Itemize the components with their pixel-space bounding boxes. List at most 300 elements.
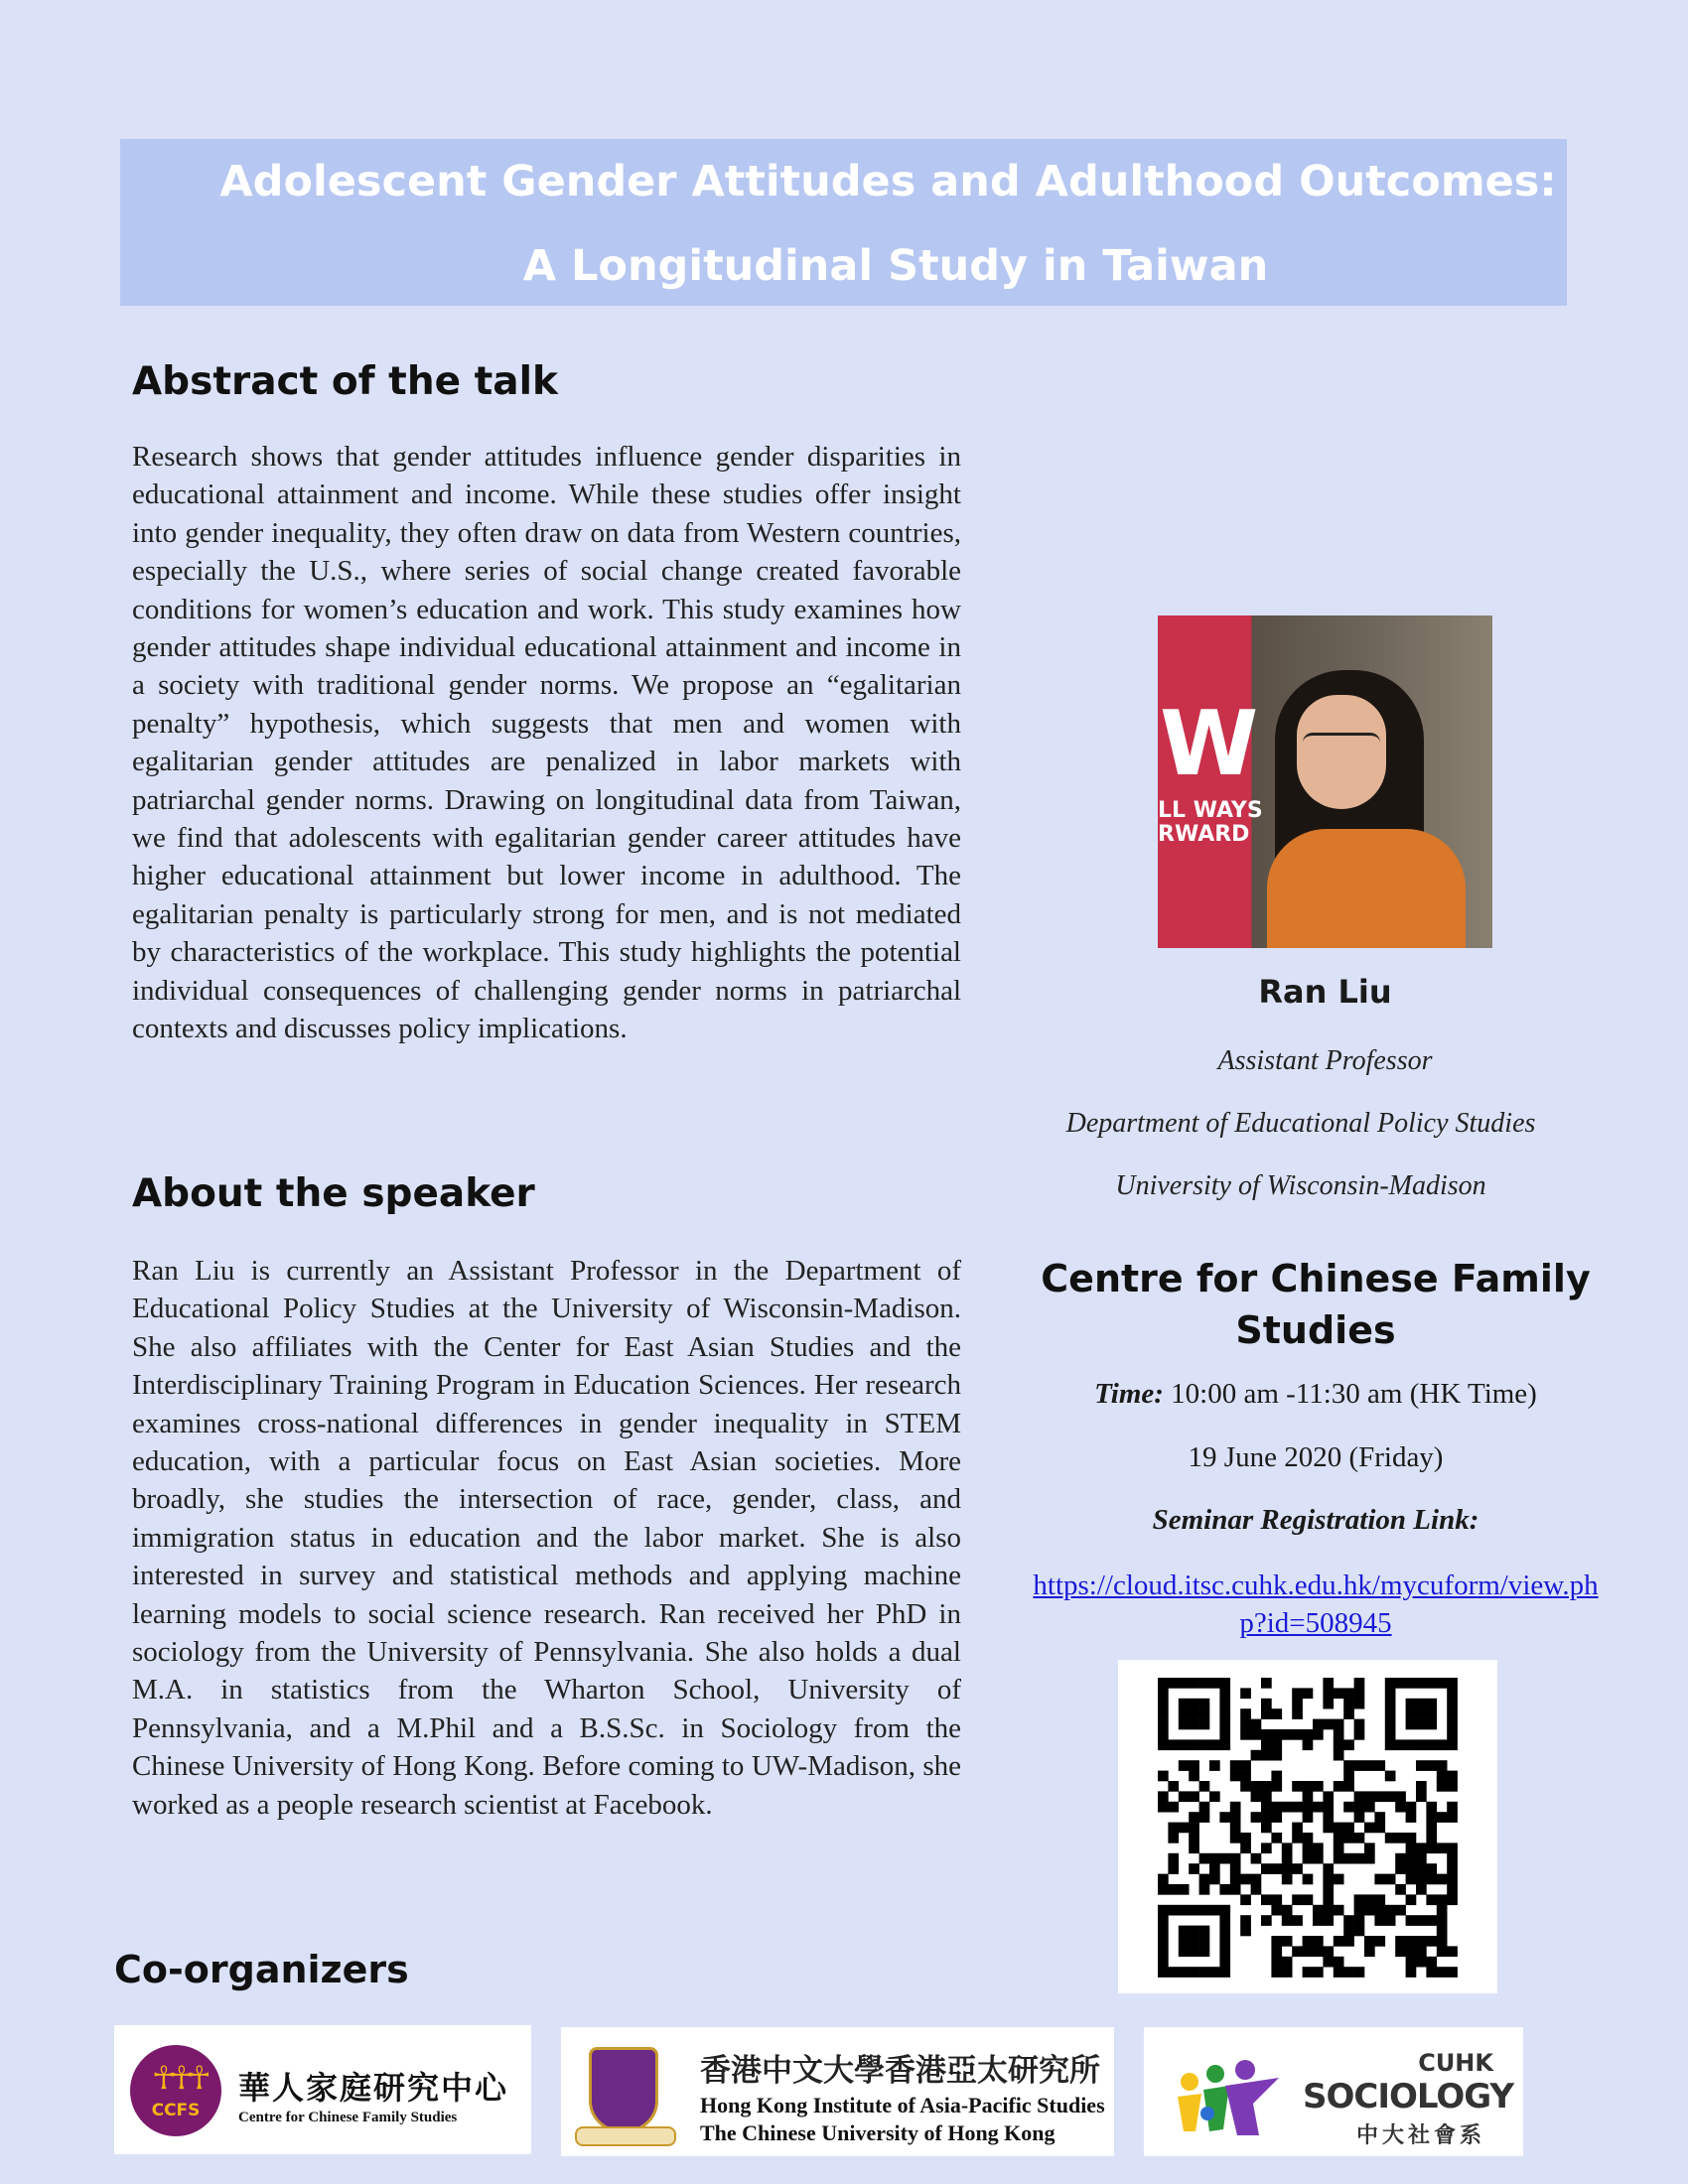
qr-module bbox=[1303, 1791, 1314, 1802]
qr-module bbox=[1179, 1791, 1190, 1802]
qr-module bbox=[1271, 1750, 1282, 1761]
qr-module bbox=[1447, 1708, 1458, 1719]
qr-module bbox=[1354, 1719, 1365, 1730]
qr-module bbox=[1313, 1915, 1324, 1926]
qr-module bbox=[1437, 1771, 1448, 1782]
qr-module bbox=[1209, 1863, 1220, 1874]
qr-module bbox=[1303, 1853, 1314, 1864]
about-speaker-text: Ran Liu is currently an Assistant Professor in the Department of Educational Policy Studies at the University of Wisconsin-Madison. She also affiliates with the Center for East Asian Studies and the Interdisciplinary Training Program in Education Sciences. Her research examines cross-national differences in gender inequality in STEM education, with a particular focus on East Asian societies. More broadly, she studies the intersection of race, gender, class, and immigration status in education and the labor market. She is also interested in survey and statistical methods and applying machine learning models to social science research. Ran received her PhD in sociology from the University of Pennsylvania. She also holds a dual M.A. in statistics from the Wharton School, University of Pennsylvania, and a M.Phil and a B.S.Sc. in Sociology from the Chinese University of Hong Kong. Before coming to UW-Madison, she worked as a people research scientist at Facebook. bbox=[132, 1255, 961, 1821]
qr-module bbox=[1282, 1957, 1293, 1968]
qr-module bbox=[1385, 1699, 1396, 1709]
qr-module bbox=[1437, 1678, 1448, 1689]
qr-module bbox=[1395, 1936, 1406, 1947]
qr-module bbox=[1282, 1853, 1293, 1864]
qr-module bbox=[1374, 1874, 1385, 1885]
qr-module bbox=[1416, 1678, 1427, 1689]
qr-module bbox=[1292, 1863, 1303, 1874]
qr-module bbox=[1189, 1791, 1199, 1802]
qr-module bbox=[1240, 1874, 1251, 1885]
qr-module bbox=[1292, 1781, 1303, 1792]
qr-module bbox=[1230, 1884, 1241, 1895]
qr-module bbox=[1219, 1729, 1230, 1740]
qr-module bbox=[1199, 1812, 1210, 1823]
qr-module bbox=[1158, 1719, 1169, 1730]
qr-module bbox=[1230, 1874, 1241, 1885]
qr-module bbox=[1447, 1863, 1458, 1874]
qr-module bbox=[1292, 1729, 1303, 1740]
qr-module bbox=[1261, 1729, 1272, 1740]
qr-module bbox=[1334, 1967, 1344, 1978]
qr-module bbox=[1240, 1760, 1251, 1771]
qr-module bbox=[1240, 1843, 1251, 1853]
qr-module bbox=[1323, 1894, 1334, 1905]
qr-module bbox=[1426, 1823, 1437, 1834]
qr-module bbox=[1251, 1791, 1262, 1802]
qr-module bbox=[1426, 1678, 1437, 1689]
qr-module bbox=[1447, 1853, 1458, 1864]
qr-module bbox=[1447, 1771, 1458, 1782]
qr-module bbox=[1354, 1760, 1365, 1771]
qr-module bbox=[1179, 1699, 1190, 1709]
qr-module bbox=[1334, 1688, 1344, 1699]
qr-module bbox=[1168, 1967, 1179, 1978]
qr-module bbox=[1323, 1957, 1334, 1968]
qr-module bbox=[1447, 1688, 1458, 1699]
qr-module bbox=[1334, 1823, 1344, 1834]
qr-module bbox=[1251, 1884, 1262, 1895]
qr-module bbox=[1426, 1760, 1437, 1771]
qr-module bbox=[1303, 1688, 1314, 1699]
qr-module bbox=[1437, 1905, 1448, 1916]
qr-module bbox=[1385, 1905, 1396, 1916]
qr-module bbox=[1209, 1760, 1220, 1771]
qr-module bbox=[1354, 1791, 1365, 1802]
qr-module bbox=[1395, 1739, 1406, 1750]
qr-module bbox=[1323, 1863, 1334, 1874]
qr-module bbox=[1189, 1739, 1199, 1750]
qr-module bbox=[1158, 1771, 1169, 1782]
qr-module bbox=[1303, 1936, 1314, 1947]
qr-module bbox=[1343, 1781, 1354, 1792]
qr-module bbox=[1406, 1708, 1417, 1719]
qr-module bbox=[1271, 1708, 1282, 1719]
qr-module bbox=[1323, 1874, 1334, 1885]
qr-module bbox=[1334, 1750, 1344, 1761]
qr-module bbox=[1230, 1771, 1241, 1782]
qr-module bbox=[1199, 1853, 1210, 1864]
qr-module bbox=[1447, 1967, 1458, 1978]
hkiaps-chinese-name: 香港中文大學香港亞太研究所 bbox=[700, 2053, 1100, 2089]
qr-module bbox=[1292, 1833, 1303, 1843]
ccfs-logo[interactable] bbox=[114, 2025, 531, 2154]
qr-module bbox=[1303, 1781, 1314, 1792]
qr-module bbox=[1158, 1905, 1169, 1916]
qr-module bbox=[1230, 1812, 1241, 1823]
ccfs-english-name: Centre for Chinese Family Studies bbox=[238, 2110, 458, 2125]
qr-module bbox=[1385, 1688, 1396, 1699]
qr-module bbox=[1158, 1946, 1169, 1957]
qr-module bbox=[1219, 1688, 1230, 1699]
qr-module bbox=[1364, 1843, 1375, 1853]
qr-module bbox=[1447, 1946, 1458, 1957]
photo-banner-text: LL WAYS RWARD bbox=[1158, 798, 1263, 848]
qr-module bbox=[1303, 1739, 1314, 1750]
qr-module bbox=[1364, 1823, 1375, 1834]
qr-module bbox=[1219, 1967, 1230, 1978]
qr-module bbox=[1313, 1802, 1324, 1813]
qr-module bbox=[1334, 1729, 1344, 1740]
photo-banner-letter: W bbox=[1160, 692, 1259, 796]
qr-module bbox=[1230, 1833, 1241, 1843]
qr-module bbox=[1343, 1853, 1354, 1864]
qr-module bbox=[1199, 1699, 1210, 1709]
qr-module bbox=[1158, 1739, 1169, 1750]
qr-module bbox=[1334, 1719, 1344, 1730]
abstract-heading: Abstract of the talk bbox=[132, 359, 558, 404]
qr-module bbox=[1385, 1708, 1396, 1719]
qr-module bbox=[1240, 1915, 1251, 1926]
qr-module bbox=[1189, 1771, 1199, 1782]
qr-module bbox=[1303, 1843, 1314, 1853]
qr-module bbox=[1168, 1833, 1179, 1843]
qr-module bbox=[1168, 1905, 1179, 1916]
title-banner bbox=[120, 139, 1567, 306]
qr-module bbox=[1230, 1802, 1241, 1813]
qr-module bbox=[1426, 1967, 1437, 1978]
qr-module bbox=[1168, 1739, 1179, 1750]
ccfs-emblem-icon: ☥☥☥ CCFS bbox=[130, 2045, 221, 2136]
qr-module bbox=[1426, 1957, 1437, 1968]
qr-module bbox=[1189, 1719, 1199, 1730]
qr-module bbox=[1395, 1905, 1406, 1916]
qr-module bbox=[1406, 1843, 1417, 1853]
qr-module bbox=[1292, 1802, 1303, 1813]
qr-module bbox=[1261, 1791, 1272, 1802]
qr-module bbox=[1179, 1905, 1190, 1916]
qr-module bbox=[1437, 1894, 1448, 1905]
qr-module bbox=[1168, 1823, 1179, 1834]
registration-label: Seminar Registration Link: bbox=[1152, 1504, 1479, 1536]
qr-module bbox=[1343, 1823, 1354, 1834]
qr-module bbox=[1385, 1729, 1396, 1740]
qr-module bbox=[1240, 1894, 1251, 1905]
qr-module bbox=[1416, 1863, 1427, 1874]
qr-module bbox=[1447, 1719, 1458, 1730]
qr-module bbox=[1323, 1719, 1334, 1730]
qr-module bbox=[1374, 1936, 1385, 1947]
qr-module bbox=[1240, 1833, 1251, 1843]
event-date: 19 June 2020 (Friday) bbox=[1188, 1441, 1444, 1473]
qr-module bbox=[1158, 1688, 1169, 1699]
qr-module bbox=[1219, 1719, 1230, 1730]
qr-module bbox=[1179, 1739, 1190, 1750]
qr-module bbox=[1406, 1936, 1417, 1947]
qr-module bbox=[1292, 1688, 1303, 1699]
qr-module bbox=[1343, 1833, 1354, 1843]
qr-module bbox=[1158, 1936, 1169, 1947]
qr-module bbox=[1323, 1699, 1334, 1709]
qr-module bbox=[1374, 1760, 1385, 1771]
qr-module bbox=[1385, 1915, 1396, 1926]
qr-module bbox=[1179, 1708, 1190, 1719]
qr-module bbox=[1261, 1894, 1272, 1905]
qr-module bbox=[1158, 1957, 1169, 1968]
qr-module bbox=[1189, 1760, 1199, 1771]
qr-module bbox=[1354, 1812, 1365, 1823]
sociology-chinese-name: 中大社會系 bbox=[1356, 2123, 1486, 2148]
qr-module bbox=[1343, 1760, 1354, 1771]
qr-module bbox=[1426, 1699, 1437, 1709]
qr-module bbox=[1385, 1833, 1396, 1843]
qr-module bbox=[1343, 1708, 1354, 1719]
qr-module bbox=[1303, 1874, 1314, 1885]
qr-module bbox=[1447, 1802, 1458, 1813]
qr-module bbox=[1354, 1699, 1365, 1709]
qr-module bbox=[1343, 1802, 1354, 1813]
qr-module bbox=[1395, 1853, 1406, 1864]
qr-module bbox=[1343, 1699, 1354, 1709]
qr-module bbox=[1303, 1967, 1314, 1978]
hkiaps-university-name: The Chinese University of Hong Kong bbox=[700, 2120, 1055, 2145]
qr-module bbox=[1426, 1894, 1437, 1905]
qr-module bbox=[1334, 1905, 1344, 1916]
qr-module bbox=[1261, 1678, 1272, 1689]
qr-module bbox=[1158, 1729, 1169, 1740]
qr-module bbox=[1416, 1739, 1427, 1750]
qr-module bbox=[1158, 1967, 1169, 1978]
qr-module bbox=[1426, 1812, 1437, 1823]
qr-module bbox=[1406, 1719, 1417, 1730]
qr-module bbox=[1282, 1843, 1293, 1853]
qr-module bbox=[1447, 1739, 1458, 1750]
qr-module bbox=[1395, 1863, 1406, 1874]
qr-module bbox=[1219, 1853, 1230, 1864]
qr-module bbox=[1447, 1729, 1458, 1740]
qr-module bbox=[1179, 1823, 1190, 1834]
qr-module bbox=[1219, 1699, 1230, 1709]
qr-module bbox=[1251, 1853, 1262, 1864]
qr-module bbox=[1168, 1781, 1179, 1792]
qr-module bbox=[1426, 1936, 1437, 1947]
qr-module bbox=[1343, 1967, 1354, 1978]
qr-module bbox=[1334, 1843, 1344, 1853]
qr-module bbox=[1364, 1905, 1375, 1916]
qr-module bbox=[1406, 1699, 1417, 1709]
qr-module bbox=[1240, 1781, 1251, 1792]
organizer-title: Centre for Chinese Family Studies bbox=[1041, 1257, 1591, 1352]
qr-module bbox=[1354, 1833, 1365, 1843]
qr-module bbox=[1374, 1894, 1385, 1905]
qr-module bbox=[1437, 1936, 1448, 1947]
qr-module bbox=[1354, 1853, 1365, 1864]
speaker-university: University of Wisconsin-Madison bbox=[1115, 1170, 1486, 1201]
qr-module bbox=[1168, 1884, 1179, 1895]
qr-module bbox=[1282, 1936, 1293, 1947]
qr-module bbox=[1385, 1791, 1396, 1802]
qr-module bbox=[1199, 1905, 1210, 1916]
qr-module bbox=[1416, 1946, 1427, 1957]
qr-module bbox=[1343, 1739, 1354, 1750]
qr-module bbox=[1416, 1884, 1427, 1895]
qr-module bbox=[1251, 1812, 1262, 1823]
ccfs-abbr: CCFS bbox=[151, 2101, 201, 2120]
qr-module bbox=[1261, 1843, 1272, 1853]
qr-module bbox=[1189, 1823, 1199, 1834]
qr-module bbox=[1313, 1946, 1324, 1957]
qr-code[interactable] bbox=[1118, 1660, 1497, 1993]
qr-module bbox=[1189, 1699, 1199, 1709]
qr-module bbox=[1426, 1863, 1437, 1874]
qr-module bbox=[1261, 1750, 1272, 1761]
qr-module bbox=[1437, 1760, 1448, 1771]
qr-module bbox=[1364, 1946, 1375, 1957]
qr-module bbox=[1406, 1863, 1417, 1874]
qr-module bbox=[1406, 1894, 1417, 1905]
qr-module bbox=[1199, 1926, 1210, 1937]
qr-module bbox=[1323, 1812, 1334, 1823]
qr-module bbox=[1343, 1936, 1354, 1947]
qr-module bbox=[1334, 1874, 1344, 1885]
qr-module bbox=[1282, 1802, 1293, 1813]
qr-module bbox=[1416, 1915, 1427, 1926]
qr-module bbox=[1437, 1812, 1448, 1823]
qr-module bbox=[1209, 1967, 1220, 1978]
qr-module bbox=[1303, 1729, 1314, 1740]
qr-module bbox=[1271, 1802, 1282, 1813]
qr-module bbox=[1251, 1750, 1262, 1761]
qr-module bbox=[1364, 1894, 1375, 1905]
crest-scroll-icon bbox=[575, 2126, 676, 2146]
registration-link[interactable]: https://cloud.itsc.cuhk.edu.hk/mycuform/view.php?id=508945 bbox=[1033, 1570, 1599, 1639]
qr-module bbox=[1261, 1823, 1272, 1834]
qr-module bbox=[1271, 1781, 1282, 1792]
qr-module bbox=[1437, 1843, 1448, 1853]
title-line-2: A Longitudinal Study in Taiwan bbox=[522, 241, 1269, 291]
qr-module bbox=[1219, 1739, 1230, 1750]
qr-module bbox=[1179, 1946, 1190, 1957]
qr-module bbox=[1240, 1926, 1251, 1937]
qr-module bbox=[1261, 1708, 1272, 1719]
qr-module bbox=[1158, 1791, 1169, 1802]
about-speaker-heading: About the speaker bbox=[132, 1171, 535, 1216]
event-time bbox=[1033, 1378, 1599, 1411]
qr-module bbox=[1406, 1802, 1417, 1813]
qr-module bbox=[1426, 1915, 1437, 1926]
qr-module bbox=[1437, 1739, 1448, 1750]
qr-module bbox=[1179, 1719, 1190, 1730]
qr-module bbox=[1426, 1802, 1437, 1813]
qr-module bbox=[1313, 1781, 1324, 1792]
qr-module bbox=[1374, 1823, 1385, 1834]
qr-module bbox=[1199, 1884, 1210, 1895]
qr-module bbox=[1292, 1894, 1303, 1905]
qr-module bbox=[1199, 1678, 1210, 1689]
qr-module bbox=[1271, 1771, 1282, 1782]
qr-module bbox=[1271, 1863, 1282, 1874]
sociology-logo[interactable] bbox=[1144, 2027, 1523, 2156]
qr-module bbox=[1219, 1708, 1230, 1719]
qr-module bbox=[1199, 1946, 1210, 1957]
qr-module bbox=[1219, 1905, 1230, 1916]
qr-module bbox=[1437, 1967, 1448, 1978]
qr-module bbox=[1447, 1843, 1458, 1853]
qr-module bbox=[1334, 1833, 1344, 1843]
qr-module bbox=[1323, 1946, 1334, 1957]
qr-module bbox=[1395, 1791, 1406, 1802]
qr-module bbox=[1354, 1688, 1365, 1699]
qr-module bbox=[1261, 1739, 1272, 1750]
qr-module bbox=[1406, 1833, 1417, 1843]
qr-module bbox=[1395, 1884, 1406, 1895]
qr-module bbox=[1364, 1936, 1375, 1947]
qr-module bbox=[1426, 1739, 1437, 1750]
qr-module bbox=[1230, 1760, 1241, 1771]
qr-module bbox=[1354, 1729, 1365, 1740]
qr-module bbox=[1323, 1802, 1334, 1813]
qr-module bbox=[1219, 1812, 1230, 1823]
qr-module bbox=[1261, 1915, 1272, 1926]
speaker-name: Ran Liu bbox=[1258, 973, 1392, 1011]
qr-module bbox=[1447, 1699, 1458, 1709]
qr-module bbox=[1199, 1781, 1210, 1792]
qr-module bbox=[1282, 1863, 1293, 1874]
qr-module bbox=[1416, 1781, 1427, 1792]
qr-module bbox=[1354, 1967, 1365, 1978]
qr-module bbox=[1374, 1812, 1385, 1823]
cuhk-crest-icon bbox=[589, 2047, 658, 2132]
qr-module bbox=[1158, 1874, 1169, 1885]
qr-module bbox=[1426, 1719, 1437, 1730]
qr-module bbox=[1282, 1905, 1293, 1916]
qr-module bbox=[1406, 1967, 1417, 1978]
qr-module bbox=[1447, 1894, 1458, 1905]
qr-module bbox=[1447, 1678, 1458, 1689]
qr-module bbox=[1282, 1874, 1293, 1885]
qr-module bbox=[1426, 1874, 1437, 1885]
qr-module bbox=[1168, 1863, 1179, 1874]
qr-module bbox=[1334, 1739, 1344, 1750]
title-line-1: Adolescent Gender Attitudes and Adulthood Outcomes: bbox=[219, 157, 1557, 206]
qr-module bbox=[1323, 1823, 1334, 1834]
qr-module bbox=[1416, 1760, 1427, 1771]
qr-module bbox=[1292, 1699, 1303, 1709]
qr-module bbox=[1189, 1833, 1199, 1843]
qr-module bbox=[1240, 1729, 1251, 1740]
qr-module bbox=[1334, 1936, 1344, 1947]
qr-module bbox=[1271, 1894, 1282, 1905]
qr-module bbox=[1406, 1678, 1417, 1689]
qr-module bbox=[1364, 1760, 1375, 1771]
qr-module bbox=[1158, 1802, 1169, 1813]
qr-module bbox=[1334, 1957, 1344, 1968]
hkiaps-logo[interactable] bbox=[561, 2027, 1114, 2156]
qr-module bbox=[1292, 1946, 1303, 1957]
qr-module bbox=[1395, 1802, 1406, 1813]
qr-module bbox=[1447, 1884, 1458, 1895]
qr-module bbox=[1406, 1812, 1417, 1823]
qr-module bbox=[1313, 1719, 1324, 1730]
qr-module bbox=[1395, 1946, 1406, 1957]
qr-module bbox=[1416, 1853, 1427, 1864]
qr-module bbox=[1271, 1946, 1282, 1957]
qr-module bbox=[1437, 1915, 1448, 1926]
qr-module bbox=[1199, 1708, 1210, 1719]
qr-module bbox=[1219, 1936, 1230, 1947]
qr-module bbox=[1261, 1699, 1272, 1709]
qr-module bbox=[1271, 1739, 1282, 1750]
qr-module bbox=[1406, 1946, 1417, 1957]
qr-module bbox=[1354, 1905, 1365, 1916]
